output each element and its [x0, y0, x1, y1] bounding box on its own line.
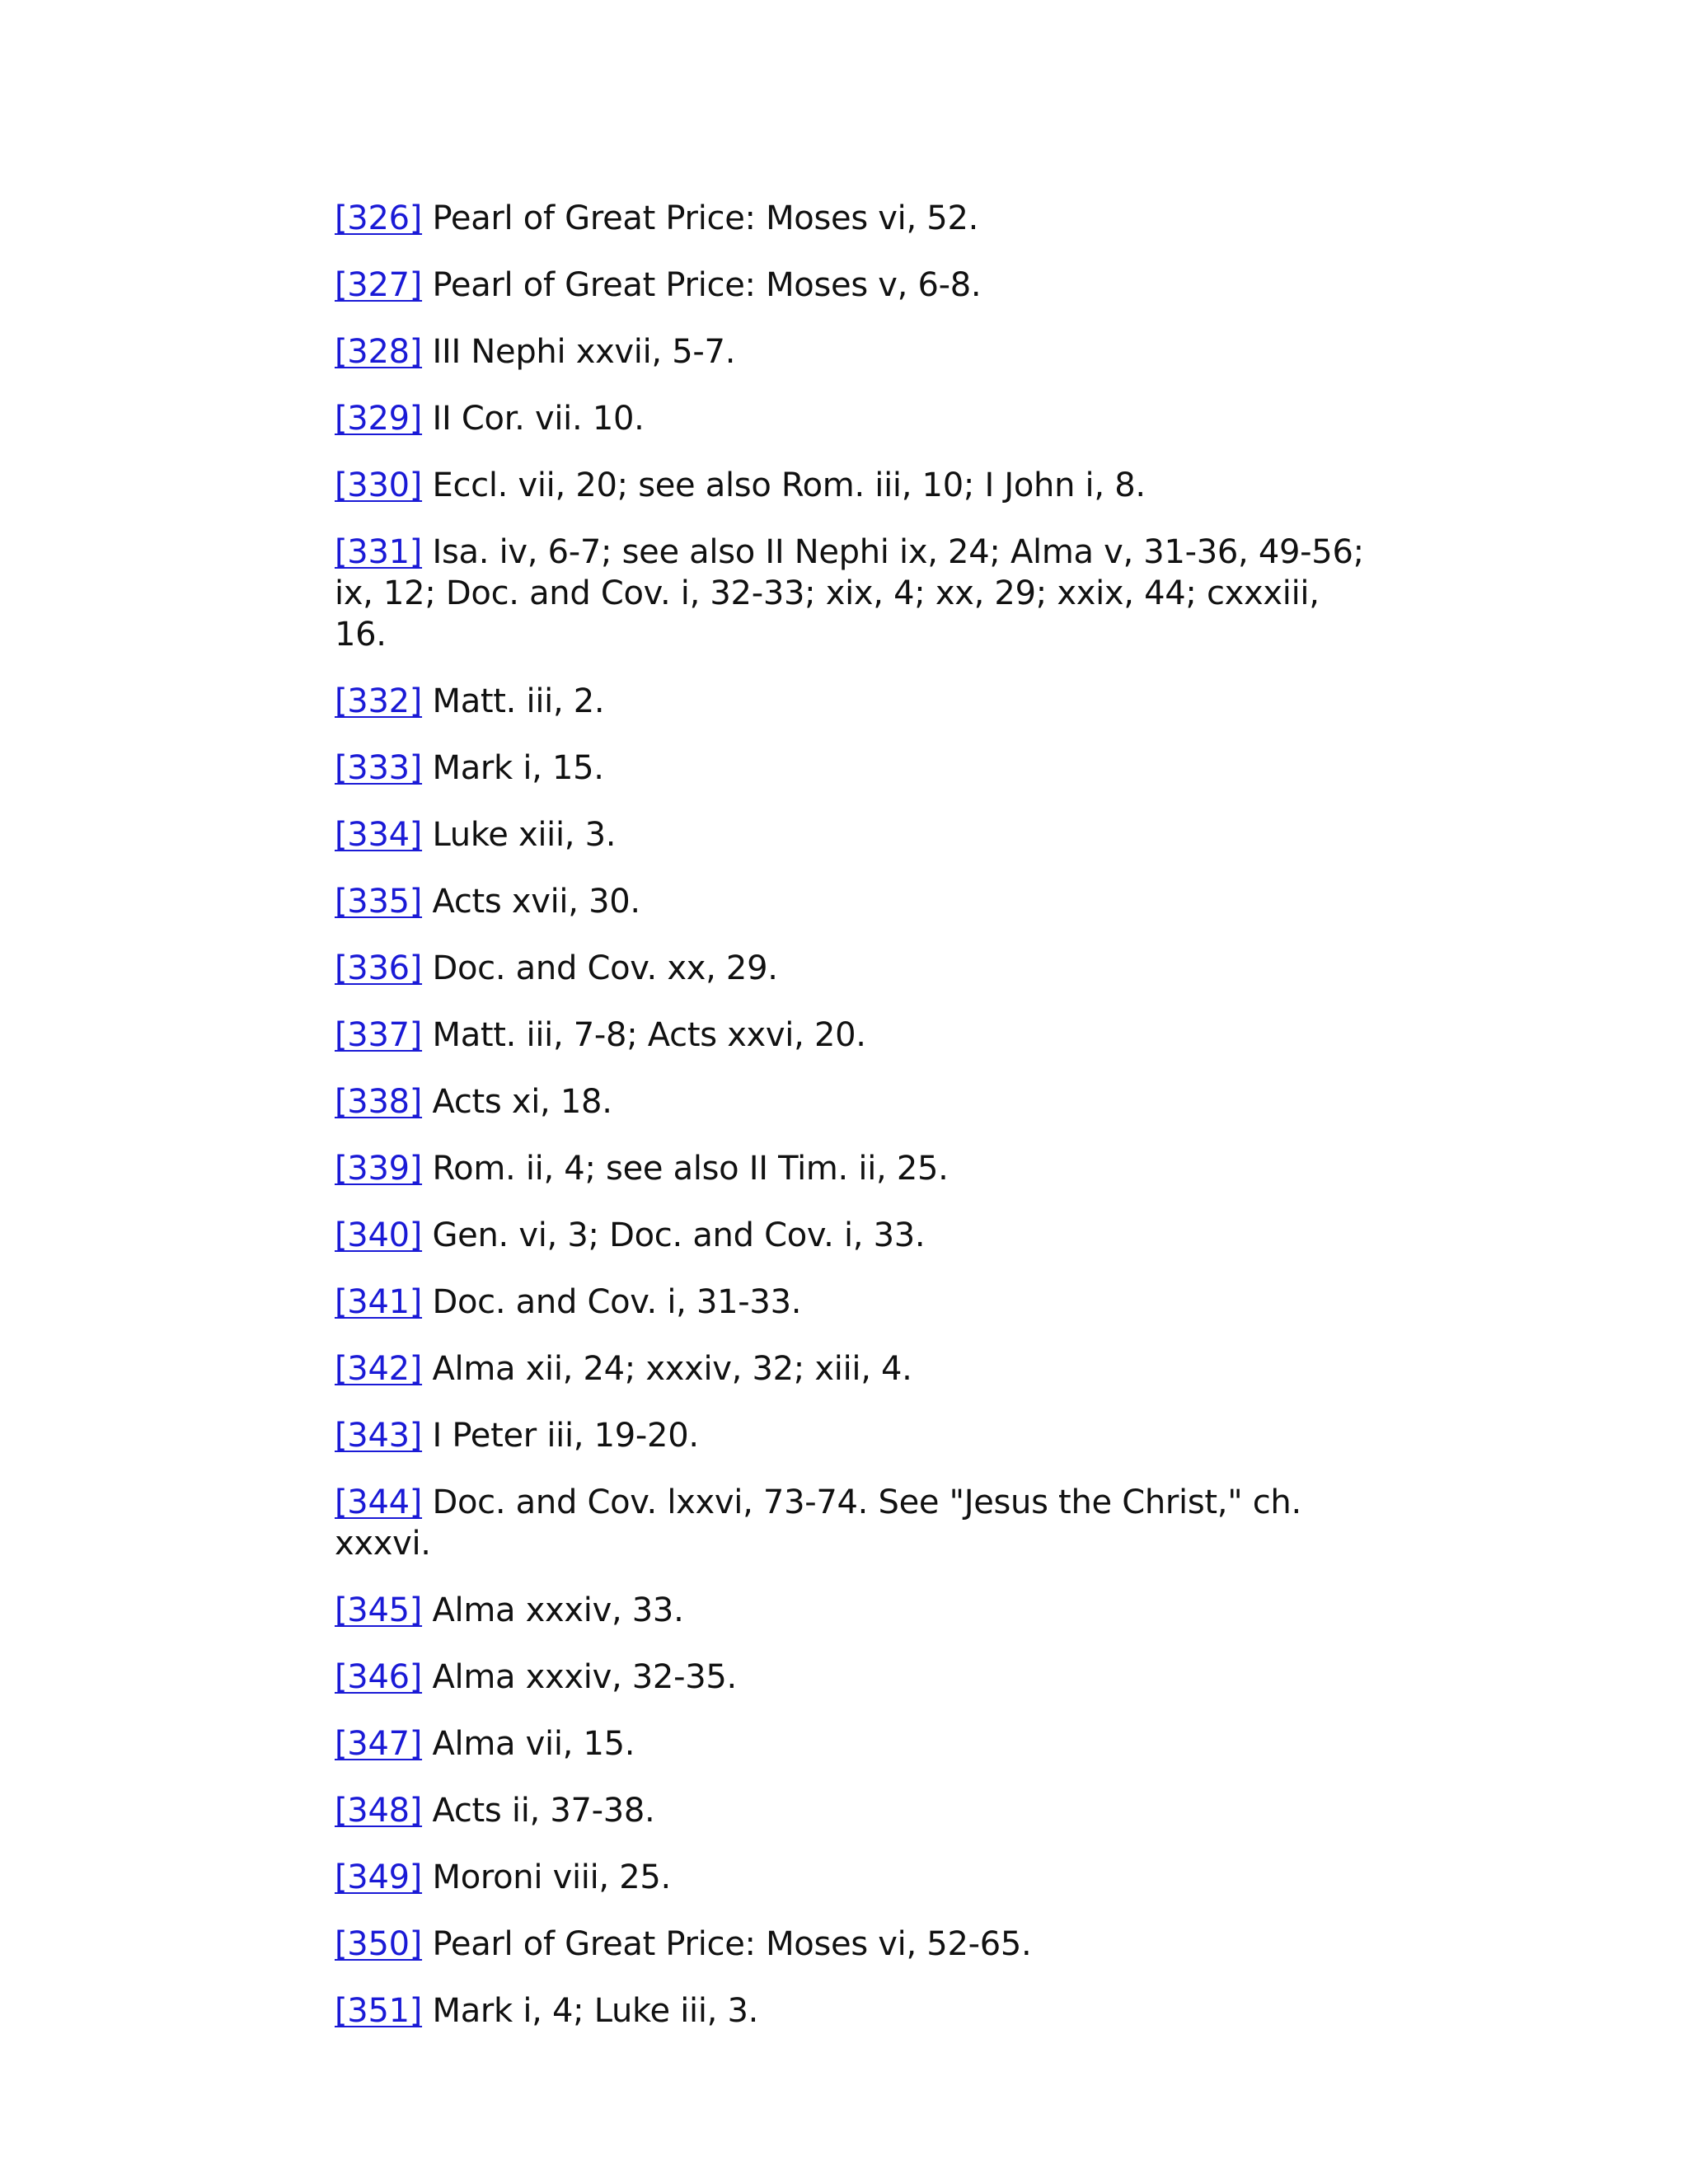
- footnote-text: Gen. vi, 3; Doc. and Cov. i, 33.: [432, 1216, 926, 1254]
- footnote-item: [335, 814, 1373, 855]
- footnote-link[interactable]: [342]: [335, 1350, 423, 1388]
- footnote-item: [335, 1482, 1373, 1564]
- footnote-item: [335, 1148, 1373, 1189]
- footnote-text: Eccl. vii, 20; see also Rom. iii, 10; I John i, 8.: [432, 466, 1146, 504]
- footnote-item: [335, 465, 1373, 506]
- footnote-item: [335, 1790, 1373, 1831]
- footnote-link[interactable]: [337]: [335, 1016, 423, 1054]
- footnote-text: Isa. iv, 6-7; see also II Nephi ix, 24; Alma v, 31-36, 49-56; ix, 12; Doc. and Cov. i, 32-33; xix, 4; xx, 29; xxix, 44; cxxxiii, 16.: [335, 533, 1364, 654]
- footnote-item: [335, 1590, 1373, 1631]
- footnote-item: [335, 398, 1373, 439]
- footnote-item: [335, 1282, 1373, 1323]
- footnote-text: Matt. iii, 7-8; Acts xxvi, 20.: [432, 1016, 866, 1054]
- footnote-text: III Nephi xxvii, 5-7.: [432, 333, 736, 371]
- footnote-text: Moroni viii, 25.: [432, 1858, 671, 1896]
- footnote-link[interactable]: [335]: [335, 883, 423, 921]
- footnote-item: [335, 1415, 1373, 1456]
- footnote-link[interactable]: [332]: [335, 682, 423, 720]
- footnote-text: Acts xi, 18.: [432, 1083, 612, 1121]
- footnote-text: Alma xii, 24; xxxiv, 32; xiii, 4.: [432, 1350, 912, 1388]
- footnote-text: Mark i, 4; Luke iii, 3.: [432, 1992, 759, 2030]
- footnote-text: Doc. and Cov. lxxvi, 73-74. See "Jesus the Christ," ch. xxxvi.: [335, 1483, 1301, 1563]
- footnote-item: [335, 1015, 1373, 1056]
- footnote-link[interactable]: [333]: [335, 749, 423, 787]
- footnote-text: Doc. and Cov. i, 31-33.: [432, 1283, 802, 1321]
- footnote-item: [335, 1723, 1373, 1765]
- footnote-link[interactable]: [351]: [335, 1992, 423, 2030]
- footnote-link[interactable]: [345]: [335, 1591, 423, 1629]
- footnote-text: Alma xxxiv, 32-35.: [432, 1658, 737, 1696]
- footnote-item: [335, 1657, 1373, 1698]
- footnote-link[interactable]: [344]: [335, 1483, 423, 1521]
- footnote-link[interactable]: [350]: [335, 1925, 423, 1963]
- footnote-text: Pearl of Great Price: Moses vi, 52.: [432, 199, 979, 237]
- footnote-item: [335, 265, 1373, 306]
- footnote-item: [335, 198, 1373, 239]
- footnote-text: Doc. and Cov. xx, 29.: [432, 949, 778, 987]
- footnote-text: II Cor. vii. 10.: [432, 400, 645, 438]
- footnote-item: [335, 1857, 1373, 1898]
- footnote-link[interactable]: [349]: [335, 1858, 423, 1896]
- footnote-link[interactable]: [348]: [335, 1792, 423, 1830]
- footnote-link[interactable]: [336]: [335, 949, 423, 987]
- footnote-text: Acts xvii, 30.: [432, 883, 640, 921]
- footnote-text: Matt. iii, 2.: [432, 682, 605, 720]
- footnote-item: [335, 1990, 1373, 2032]
- footnote-text: Pearl of Great Price: Moses v, 6-8.: [432, 266, 982, 304]
- footnote-item: [335, 532, 1373, 655]
- footnote-item: [335, 681, 1373, 722]
- footnote-link[interactable]: [326]: [335, 199, 423, 237]
- footnote-text: Acts ii, 37-38.: [432, 1792, 655, 1830]
- footnote-item: [335, 1081, 1373, 1122]
- footnote-link[interactable]: [331]: [335, 533, 423, 571]
- footnote-item: [335, 1924, 1373, 1965]
- footnote-text: I Peter iii, 19-20.: [432, 1417, 699, 1455]
- footnote-link[interactable]: [338]: [335, 1083, 423, 1121]
- footnote-text: Alma vii, 15.: [432, 1725, 635, 1763]
- footnote-link[interactable]: [327]: [335, 266, 423, 304]
- footnote-link[interactable]: [328]: [335, 333, 423, 371]
- footnote-item: [335, 1215, 1373, 1256]
- footnote-text: Alma xxxiv, 33.: [432, 1591, 684, 1629]
- footnote-link[interactable]: [343]: [335, 1417, 423, 1455]
- footnote-item: [335, 881, 1373, 922]
- footnote-link[interactable]: [330]: [335, 466, 423, 504]
- footnote-item: [335, 331, 1373, 373]
- footnote-text: Rom. ii, 4; see also II Tim. ii, 25.: [432, 1150, 949, 1188]
- footnote-link[interactable]: [339]: [335, 1150, 423, 1188]
- footnote-text: Luke xiii, 3.: [432, 816, 617, 854]
- footnote-item: [335, 948, 1373, 989]
- footnote-link[interactable]: [329]: [335, 400, 423, 438]
- footnote-text: Pearl of Great Price: Moses vi, 52-65.: [432, 1925, 1032, 1963]
- footnote-link[interactable]: [346]: [335, 1658, 423, 1696]
- footnote-item: [335, 748, 1373, 789]
- footnote-text: Mark i, 15.: [432, 749, 604, 787]
- footnote-item: [335, 1348, 1373, 1390]
- footnote-list: [335, 198, 1373, 2057]
- footnote-link[interactable]: [341]: [335, 1283, 423, 1321]
- footnote-link[interactable]: [334]: [335, 816, 423, 854]
- footnote-link[interactable]: [340]: [335, 1216, 423, 1254]
- footnote-link[interactable]: [347]: [335, 1725, 423, 1763]
